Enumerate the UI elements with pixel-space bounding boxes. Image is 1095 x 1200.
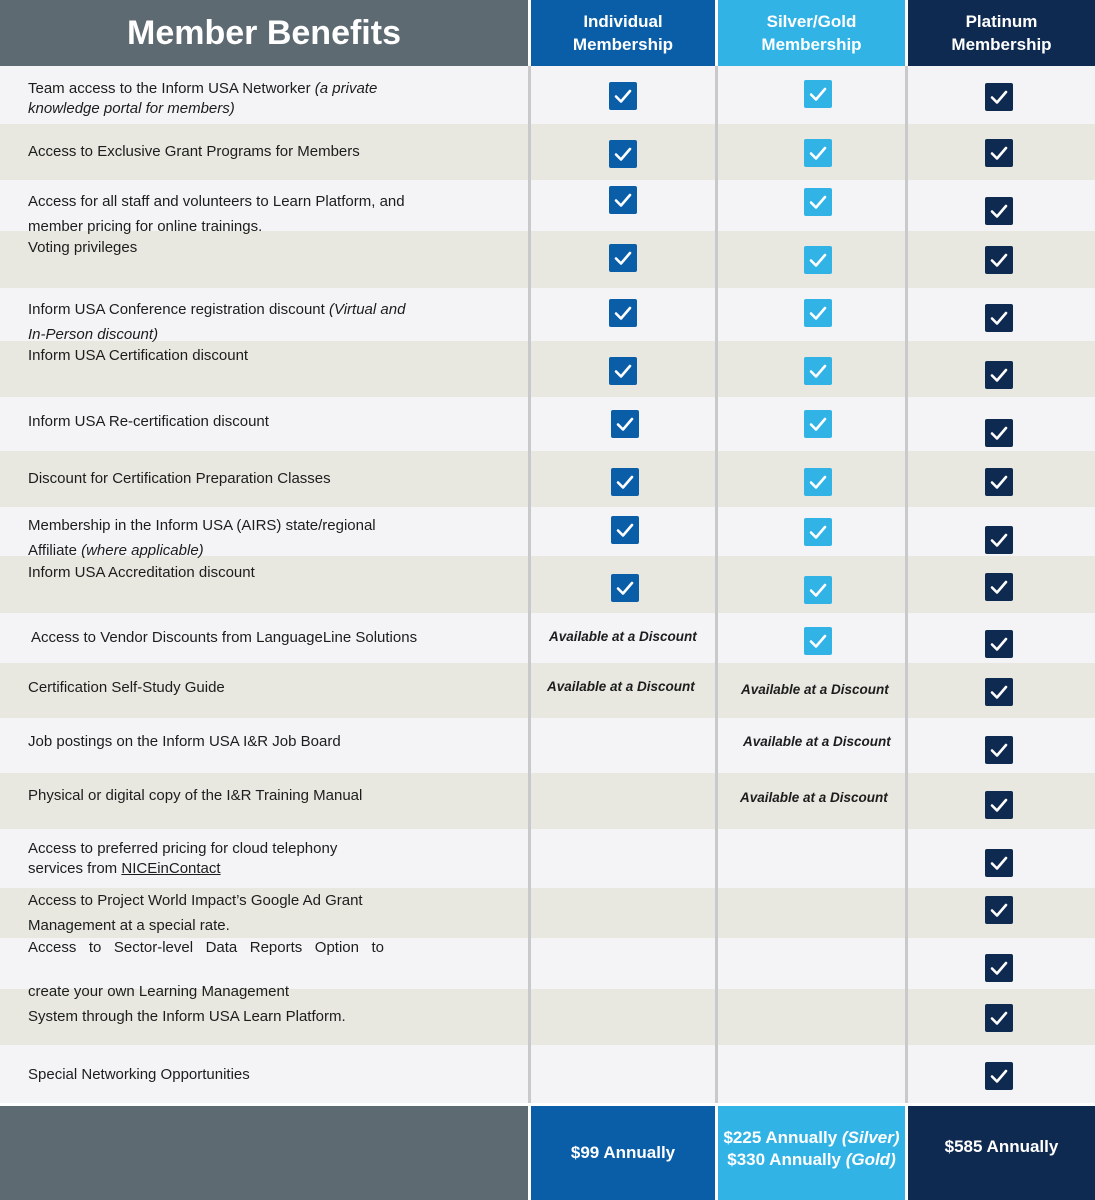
benefit-accreditation-discount bbox=[28, 563, 255, 583]
benefit-note: (a private knowledge portal for members) bbox=[28, 80, 378, 117]
checkbox-checked-icon bbox=[611, 516, 639, 544]
niceincontact-link[interactable]: NICEinContact bbox=[121, 860, 221, 877]
price-platinum-text: $585 Annually bbox=[944, 1137, 1059, 1156]
benefit-text: Affiliate bbox=[28, 542, 82, 559]
footer-blank-cell bbox=[0, 1106, 528, 1200]
price-gold-text: $330 Annually bbox=[727, 1150, 846, 1169]
benefit-text: create your own Learning Management bbox=[28, 983, 289, 1000]
benefit-text: Certification Self-Study Guide bbox=[28, 679, 225, 696]
benefit-text: Job postings on the Inform USA I&R Job Board bbox=[28, 733, 341, 750]
benefit-text: Voting privileges bbox=[28, 239, 138, 256]
checkbox-checked-icon bbox=[804, 299, 832, 327]
checkbox-checked-icon bbox=[804, 80, 832, 108]
benefit-text: Access to Sector-level Data Reports Option to bbox=[28, 939, 384, 956]
benefit-recertification-discount bbox=[28, 412, 269, 432]
benefit-networking bbox=[28, 1065, 250, 1085]
checkbox-checked-icon bbox=[611, 574, 639, 602]
checkbox-checked-icon bbox=[985, 83, 1013, 111]
checkbox-checked-icon bbox=[609, 299, 637, 327]
table-title bbox=[0, 0, 528, 66]
price-silver-gold bbox=[718, 1106, 905, 1200]
benefit-text: Team access to the Inform USA Networker bbox=[28, 80, 315, 97]
row-band bbox=[0, 231, 1095, 288]
price-silver-text: $225 Annually bbox=[723, 1128, 842, 1147]
checkbox-checked-icon bbox=[609, 82, 637, 110]
checkbox-checked-icon bbox=[985, 1062, 1013, 1090]
checkbox-checked-icon bbox=[804, 410, 832, 438]
benefit-text: Physical or digital copy of the I&R Training Manual bbox=[28, 787, 363, 804]
table-title-text: Member Benefits bbox=[127, 13, 401, 52]
checkbox-checked-icon bbox=[611, 410, 639, 438]
checkbox-checked-icon bbox=[985, 139, 1013, 167]
benefit-text: Inform USA Accreditation discount bbox=[28, 564, 255, 581]
benefit-prep-classes bbox=[28, 469, 331, 489]
checkbox-checked-icon bbox=[985, 1004, 1013, 1032]
benefit-conference-discount bbox=[28, 297, 405, 347]
checkbox-checked-icon bbox=[804, 246, 832, 274]
checkbox-checked-icon bbox=[985, 849, 1013, 877]
discount-label: Available at a Discount bbox=[741, 682, 889, 697]
benefit-text: Access for all staff and volunteers to Learn Platform, and bbox=[28, 193, 405, 210]
checkbox-checked-icon bbox=[985, 954, 1013, 982]
header-silver-gold-line1: Silver/Gold bbox=[766, 12, 857, 31]
benefit-affiliate-membership bbox=[28, 513, 376, 563]
checkbox-checked-icon bbox=[609, 186, 637, 214]
benefit-job-postings bbox=[28, 732, 341, 752]
benefit-networker bbox=[28, 79, 428, 119]
header-silver-gold-membership bbox=[718, 0, 905, 66]
benefit-text: Management at a special rate. bbox=[28, 917, 230, 934]
benefit-note: In-Person discount) bbox=[28, 326, 159, 343]
benefit-text: Access to preferred pricing for cloud telephony bbox=[28, 840, 338, 857]
checkbox-checked-icon bbox=[611, 468, 639, 496]
column-divider bbox=[905, 66, 908, 1103]
benefit-text: Discount for Certification Preparation Classes bbox=[28, 470, 331, 487]
checkbox-checked-icon bbox=[985, 791, 1013, 819]
benefit-vendor-discounts bbox=[31, 628, 417, 648]
checkbox-checked-icon bbox=[804, 576, 832, 604]
benefit-learn-platform bbox=[28, 189, 405, 239]
checkbox-checked-icon bbox=[985, 197, 1013, 225]
benefit-certification-discount bbox=[28, 346, 248, 366]
price-individual-text: $99 Annually bbox=[570, 1143, 676, 1162]
benefit-note: (Virtual and bbox=[328, 301, 406, 318]
checkbox-checked-icon bbox=[985, 361, 1013, 389]
checkbox-checked-icon bbox=[985, 526, 1013, 554]
benefit-text: Inform USA Conference registration discount bbox=[28, 301, 329, 318]
header-individual-line1: Individual bbox=[583, 12, 663, 31]
column-divider bbox=[715, 66, 718, 1103]
price-silver-tag: (Silver) bbox=[841, 1128, 900, 1147]
benefit-google-ad-grant bbox=[28, 888, 363, 938]
checkbox-checked-icon bbox=[985, 246, 1013, 274]
price-individual bbox=[531, 1106, 715, 1200]
checkbox-checked-icon bbox=[985, 896, 1013, 924]
header-platinum-membership bbox=[908, 0, 1095, 66]
benefit-text: Special Networking Opportunities bbox=[28, 1066, 250, 1083]
discount-label: Available at a Discount bbox=[549, 629, 697, 644]
benefit-text: member pricing for online trainings. bbox=[28, 218, 263, 235]
benefit-text: Access to Project World Impact’s Google Ad Grant bbox=[28, 892, 363, 909]
benefit-text: Access to Exclusive Grant Programs for Members bbox=[28, 143, 360, 160]
benefit-cloud-telephony bbox=[28, 839, 337, 879]
benefit-grant-programs bbox=[28, 142, 360, 162]
benefit-text: Inform USA Re-certification discount bbox=[28, 413, 269, 430]
checkbox-checked-icon bbox=[804, 357, 832, 385]
benefit-data-reports bbox=[28, 938, 384, 958]
column-divider bbox=[528, 66, 531, 1103]
discount-label: Available at a Discount bbox=[743, 734, 891, 749]
checkbox-checked-icon bbox=[985, 630, 1013, 658]
checkbox-checked-icon bbox=[609, 357, 637, 385]
header-individual-membership bbox=[531, 0, 715, 66]
checkbox-checked-icon bbox=[985, 419, 1013, 447]
benefit-note: (where applicable) bbox=[81, 542, 204, 559]
checkbox-checked-icon bbox=[609, 140, 637, 168]
header-platinum-line2: Membership bbox=[951, 35, 1052, 54]
checkbox-checked-icon bbox=[985, 678, 1013, 706]
benefit-text: services from bbox=[28, 860, 122, 877]
benefit-text: Inform USA Certification discount bbox=[28, 347, 249, 364]
benefit-text: Membership in the Inform USA (AIRS) state/regional bbox=[28, 517, 376, 534]
benefit-voting bbox=[28, 238, 137, 258]
checkbox-checked-icon bbox=[804, 627, 832, 655]
benefit-learning-management bbox=[28, 979, 346, 1029]
price-gold-tag: (Gold) bbox=[845, 1150, 896, 1169]
header-silver-gold-line2: Membership bbox=[761, 35, 862, 54]
price-platinum bbox=[908, 1106, 1095, 1200]
benefit-text: System through the Inform USA Learn Platform. bbox=[28, 1008, 346, 1025]
discount-label: Available at a Discount bbox=[547, 679, 695, 694]
checkbox-checked-icon bbox=[804, 139, 832, 167]
checkbox-checked-icon bbox=[609, 244, 637, 272]
benefit-training-manual bbox=[28, 786, 362, 806]
checkbox-checked-icon bbox=[985, 468, 1013, 496]
discount-label: Available at a Discount bbox=[740, 790, 888, 805]
checkbox-checked-icon bbox=[985, 304, 1013, 332]
checkbox-checked-icon bbox=[985, 736, 1013, 764]
checkbox-checked-icon bbox=[804, 518, 832, 546]
checkbox-checked-icon bbox=[804, 188, 832, 216]
checkbox-checked-icon bbox=[985, 573, 1013, 601]
header-individual-line2: Membership bbox=[572, 35, 674, 54]
checkbox-checked-icon bbox=[804, 468, 832, 496]
benefit-text: Access to Vendor Discounts from LanguageLine Solutions bbox=[31, 629, 418, 646]
benefit-self-study-guide bbox=[28, 678, 225, 698]
header-platinum-line1: Platinum bbox=[965, 12, 1038, 31]
